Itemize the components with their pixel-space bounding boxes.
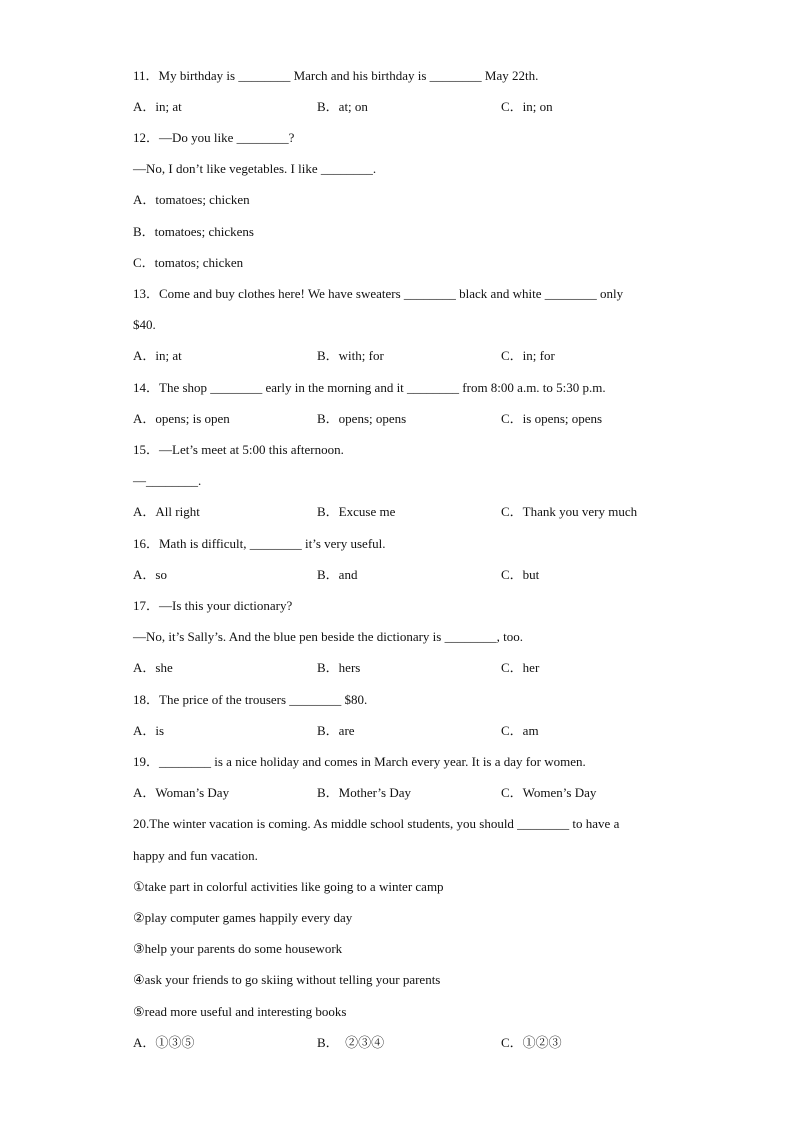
q17-option-b: B．hers (317, 660, 361, 675)
q20-option-c: C．①②③ (501, 1035, 562, 1050)
q16-stem: 16．Math is difficult, ________ it’s very useful. (133, 536, 386, 551)
q15-option-b: B．Excuse me (317, 504, 396, 519)
q15-stem-line2: —________. (133, 473, 202, 488)
q18-stem: 18．The price of the trousers ________ $80. (133, 692, 368, 707)
q19-option-a: A．Woman’s Day (133, 785, 230, 800)
q14-stem: 14．The shop ________ early in the morning and it ________ from 8:00 a.m. to 5:30 p.m. (133, 380, 606, 395)
q13-option-b: B．with; for (317, 348, 384, 363)
q11-option-c: C．in; on (501, 99, 553, 114)
q14-option-c: C．is opens; opens (501, 411, 603, 426)
q20-stem-line2: happy and fun vacation. (133, 848, 258, 863)
q20-item-4: ④ask your friends to go skiing without telling your parents (133, 972, 441, 987)
q13-stem-line2: $40. (133, 317, 156, 332)
q11-option-b: B．at; on (317, 99, 368, 114)
q13-option-c: C．in; for (501, 348, 555, 363)
q20-item-5: ⑤read more useful and interesting books (133, 1004, 347, 1019)
q18-option-b: B．are (317, 723, 355, 738)
q16-option-b: B．and (317, 567, 358, 582)
q13-stem: 13．Come and buy clothes here! We have sweaters ________ black and white ________ only (133, 286, 624, 301)
q12-option-c: C．tomatos; chicken (133, 255, 244, 270)
q20-item-3: ③help your parents do some housework (133, 941, 343, 956)
q17-stem-line2: —No, it’s Sally’s. And the blue pen beside the dictionary is ________, too. (133, 629, 523, 644)
q15-stem: 15．—Let’s meet at 5:00 this afternoon. (133, 442, 344, 457)
q20-option-a: A．①③⑤ (133, 1035, 195, 1050)
q13-option-a: A．in; at (133, 348, 182, 363)
q19-stem: 19．________ is a nice holiday and comes in March every year. It is a day for women. (133, 754, 586, 769)
q14-option-b: B．opens; opens (317, 411, 407, 426)
q15-option-a: A．All right (133, 504, 200, 519)
q12-option-b: B．tomatoes; chickens (133, 224, 254, 239)
q11-stem: 11．My birthday is ________ March and his birthday is ________ May 22th. (133, 68, 539, 83)
q17-stem: 17．—Is this your dictionary? (133, 598, 293, 613)
q20-item-1: ①take part in colorful activities like going to a winter camp (133, 879, 444, 894)
q18-option-a: A．is (133, 723, 165, 738)
q19-option-c: C．Women’s Day (501, 785, 597, 800)
q15-option-c: C．Thank you very much (501, 504, 638, 519)
q18-option-c: C．am (501, 723, 539, 738)
q16-option-a: A．so (133, 567, 167, 582)
q19-option-b: B．Mother’s Day (317, 785, 412, 800)
q12-stem-line2: —No, I don’t like vegetables. I like ________. (133, 161, 377, 176)
q14-option-a: A．opens; is open (133, 411, 230, 426)
q16-option-c: C．but (501, 567, 540, 582)
q12-stem: 12．—Do you like ________? (133, 130, 295, 145)
q20-option-b: B． ②③④ (317, 1035, 385, 1050)
q17-option-a: A．she (133, 660, 173, 675)
q12-option-a: A．tomatoes; chicken (133, 192, 250, 207)
q20-stem: 20.The winter vacation is coming. As middle school students, you should ________ to have a (133, 816, 620, 831)
q20-item-2: ②play computer games happily every day (133, 910, 353, 925)
q17-option-c: C．her (501, 660, 540, 675)
q11-option-a: A．in; at (133, 99, 182, 114)
